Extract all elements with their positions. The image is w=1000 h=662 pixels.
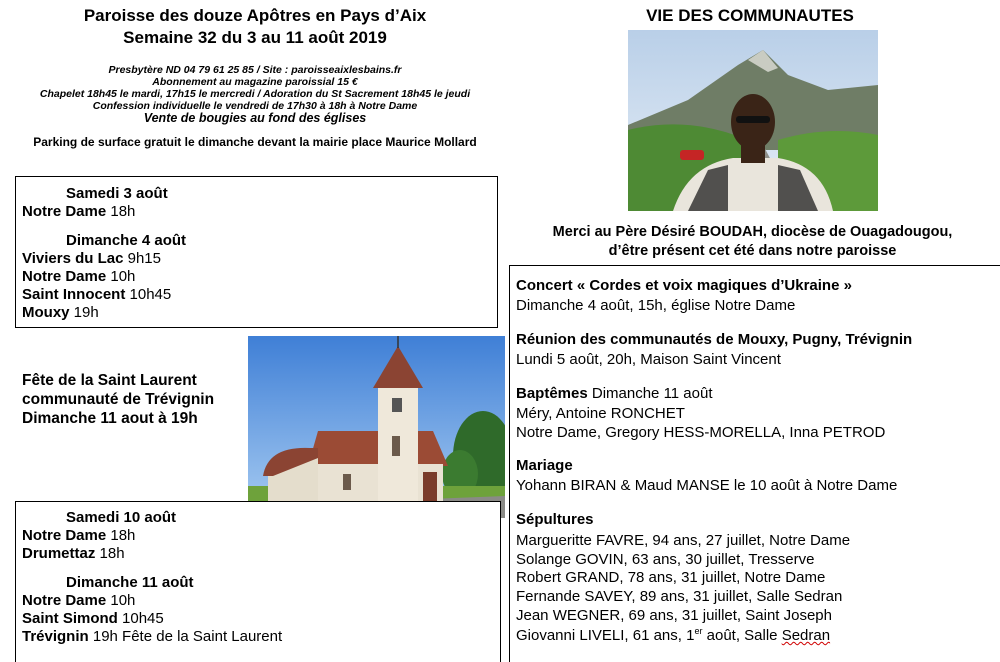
sepulture-entry: Solange GOVIN, 63 ans, 30 juillet, Tresserve bbox=[516, 551, 815, 568]
bapteme-entry: Notre Dame, Gregory HESS-MORELLA, Inna PETROD bbox=[516, 424, 886, 441]
info-line-prayer: Chapelet 18h45 le mardi, 17h15 le mercredi / Adoration du St Sacrement 18h45 le jeudi bbox=[39, 88, 471, 100]
mariage-detail: Yohann BIRAN & Maud MANSE le 10 août à Notre Dame bbox=[516, 477, 898, 494]
baptemes-heading: Baptêmes Dimanche 11 août bbox=[516, 385, 713, 402]
day-heading: Samedi 3 août bbox=[66, 185, 168, 202]
sepulture-entry: Jean WEGNER, 69 ans, 31 juillet, Saint Joseph bbox=[516, 607, 832, 624]
mass-entry: Saint Simond 10h45 bbox=[22, 610, 164, 627]
candles-note: Vente de bougies au fond des églises bbox=[143, 111, 367, 125]
week-title: Semaine 32 du 3 au 11 août 2019 bbox=[123, 28, 387, 47]
mass-schedule-week1 bbox=[15, 176, 498, 328]
concert-title: Concert « Cordes et voix magiques d’Ukraine » bbox=[516, 277, 852, 294]
community-news-box bbox=[509, 265, 1000, 662]
reunion-title: Réunion des communautés de Mouxy, Pugny, Trévignin bbox=[516, 331, 913, 348]
reunion-detail: Lundi 5 août, 20h, Maison Saint Vincent bbox=[516, 351, 781, 368]
mass-entry: Viviers du Lac 9h15 bbox=[22, 250, 161, 267]
sepulture-entry: Giovanni LIVELI, 61 ans, 1er août, Salle Sedran bbox=[516, 626, 831, 644]
mass-entry: Notre Dame 10h bbox=[22, 268, 136, 285]
day-heading: Dimanche 11 août bbox=[66, 574, 194, 591]
community-life-title: VIE DES COMMUNAUTES bbox=[646, 6, 854, 25]
saint-laurent-notice: Fête de la Saint Laurent communauté de Trévignin Dimanche 11 aout à 19h bbox=[22, 372, 215, 427]
mass-entry: Saint Innocent 10h45 bbox=[22, 286, 172, 303]
sepulture-entry: Fernande SAVEY, 89 ans, 31 juillet, Salle Sedran bbox=[516, 588, 843, 605]
sepulture-entry: Robert GRAND, 78 ans, 31 juillet, Notre Dame bbox=[516, 569, 826, 586]
thanks-notice: Merci au Père Désiré BOUDAH, diocèse de Ouagadougou, d’être présent cet été dans notre paroisse bbox=[552, 224, 953, 259]
info-line-presbytery: Presbytère ND 04 79 61 25 85 / Site : paroisseaixlesbains.fr bbox=[108, 64, 402, 76]
day-heading: Dimanche 4 août bbox=[66, 232, 187, 249]
mass-entry: Notre Dame 18h bbox=[22, 203, 136, 220]
priest-photo bbox=[628, 30, 878, 211]
parking-note: Parking de surface gratuit le dimanche devant la mairie place Maurice Mollard bbox=[33, 135, 477, 149]
info-line-confession: Confession individuelle le vendredi de 17h30 à 18h à Notre Dame bbox=[92, 100, 418, 112]
mariage-title: Mariage bbox=[516, 457, 573, 474]
mass-entry: Notre Dame 18h bbox=[22, 527, 136, 544]
mass-entry: Notre Dame 10h bbox=[22, 592, 136, 609]
mass-entry: Trévignin 19h Fête de la Saint Laurent bbox=[22, 628, 283, 645]
church-photo bbox=[248, 336, 505, 518]
concert-detail: Dimanche 4 août, 15h, église Notre Dame bbox=[516, 297, 796, 314]
parish-title: Paroisse des douze Apôtres en Pays d’Aix bbox=[83, 6, 427, 25]
sepulture-entry: Margueritte FAVRE, 94 ans, 27 juillet, Notre Dame bbox=[516, 532, 851, 549]
mass-schedule-week2 bbox=[15, 501, 501, 662]
day-heading: Samedi 10 août bbox=[66, 509, 177, 526]
mass-entry: Drumettaz 18h bbox=[22, 545, 125, 562]
info-line-magazine: Abonnement au magazine paroissial 15 € bbox=[152, 76, 358, 88]
mass-entry: Mouxy 19h bbox=[22, 304, 99, 321]
sepultures-title: Sépultures bbox=[516, 511, 594, 528]
bapteme-entry: Méry, Antoine RONCHET bbox=[516, 405, 685, 422]
